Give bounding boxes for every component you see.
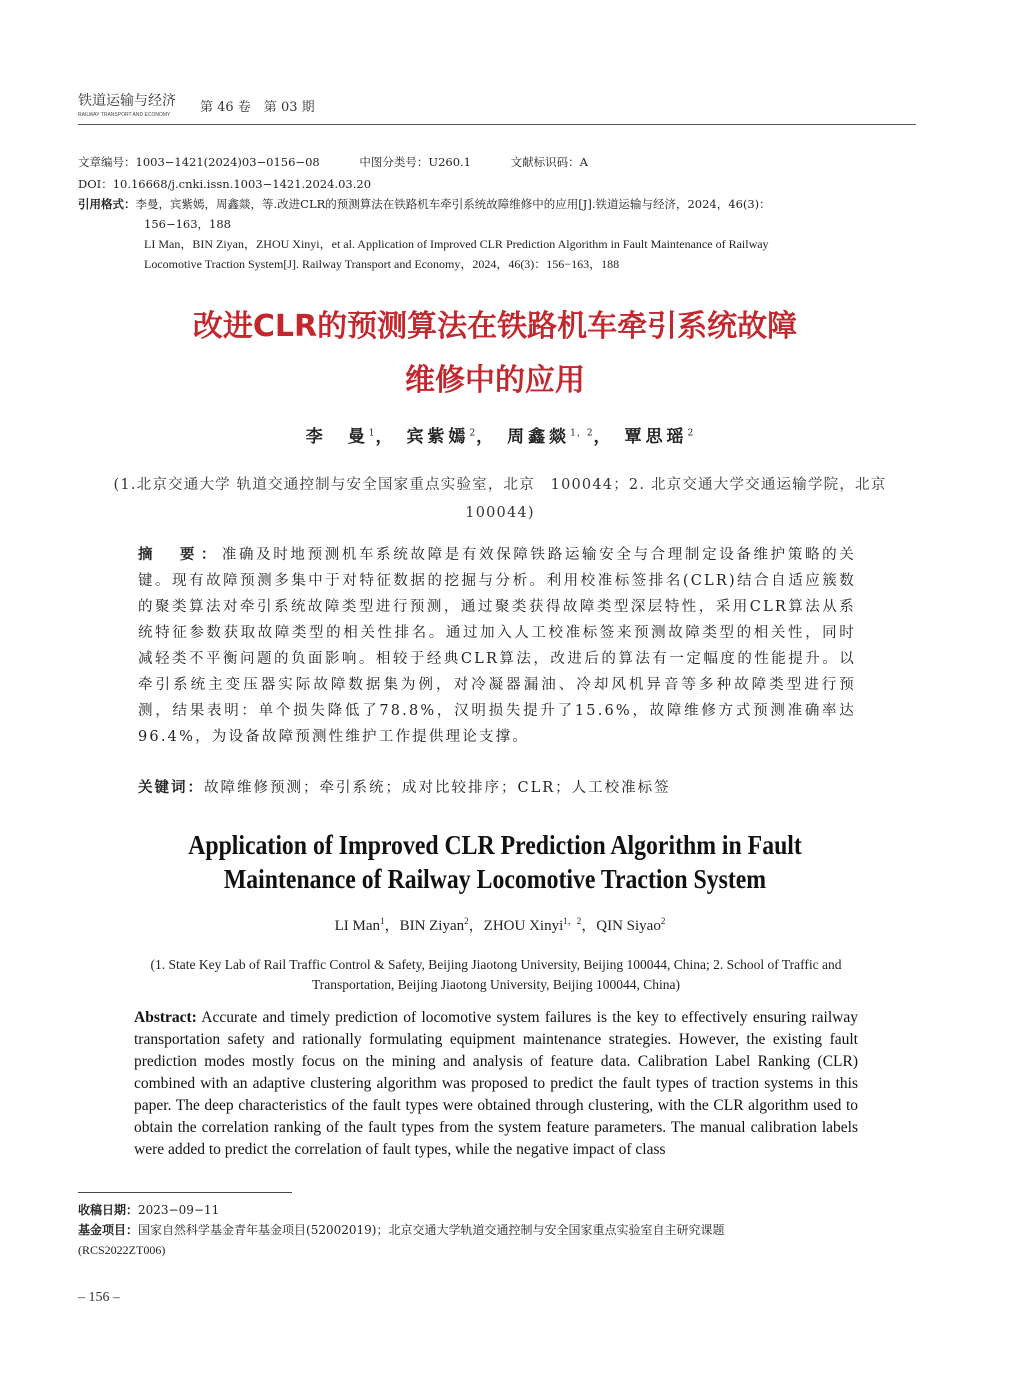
- article-number: 文章编号：1003−1421(2024)03−0156−08: [78, 155, 320, 169]
- author-sep: ，: [581, 918, 597, 934]
- page-number: – 156 –: [78, 1290, 120, 1305]
- title-en-line1: Application of Improved CLR Prediction Algorithm in Fault: [188, 830, 802, 860]
- clc-number: 中图分类号：U260.1: [359, 155, 471, 169]
- author-sep: ，: [476, 427, 498, 447]
- citation-block: [78, 194, 916, 274]
- author-cn-affil: 2: [687, 428, 695, 439]
- author-en-affil: 1，2: [563, 916, 582, 926]
- abstract-en: [134, 1007, 858, 1161]
- doi: DOI：10.16668/j.cnki.issn.1003−1421.2024.03.20: [78, 177, 372, 191]
- abstract-en-label: Abstract:: [134, 1009, 197, 1026]
- abstract-cn-label: 摘 要：: [138, 547, 222, 563]
- received-label: 收稿日期：: [78, 1203, 139, 1217]
- title-cn-line2: 维修中的应用: [405, 363, 585, 398]
- title-cn: [100, 300, 890, 408]
- author-en-affil: 2: [660, 916, 666, 926]
- author-cn-affil: 1，2: [570, 428, 594, 439]
- author-cn: 李 曼: [305, 427, 369, 447]
- author-sep: ，: [375, 427, 397, 447]
- footnote-divider: [78, 1192, 292, 1193]
- author-en: ZHOU Xinyi: [483, 918, 564, 934]
- author-cn-affil: 2: [469, 428, 477, 439]
- author-cn-affil: 1: [368, 428, 376, 439]
- title-en: [156, 828, 834, 896]
- author-cn: 覃思瑶: [624, 427, 688, 447]
- received-date: [78, 1200, 918, 1220]
- volume-issue: 第 46 卷 第 03 期: [200, 100, 315, 115]
- author-en: BIN Ziyan: [399, 918, 465, 934]
- authors-cn: [0, 422, 1000, 447]
- citation-cn: [78, 194, 916, 214]
- author-en-affil: 1: [380, 916, 385, 926]
- affiliation-en: (1. State Key Lab of Rail Traffic Control & Safety, Beijing Jiaotong University, Beijing 100044, China; 2. School of Traffic and Transportation, Beijing Jiaotong University, Beijing 100044, China): [150, 957, 842, 992]
- author-en: QIN Siyao: [596, 918, 661, 934]
- fund-info: [78, 1220, 918, 1240]
- fund-text: 国家自然科学基金青年基金项目(52002019)；北京交通大学轨道交通控制与安全国家重点实验室自主研究课题: [138, 1223, 725, 1237]
- citation-en-line1: LI Man，BIN Ziyan，ZHOU Xinyi，et al. Application of Improved CLR Prediction Algorithm in Fault Maintenance of Railway: [144, 237, 769, 251]
- author-sep: ，: [468, 918, 484, 934]
- document-code: 文献标识码：A: [510, 155, 588, 169]
- citation-en-line2: Locomotive Traction System[J]. Railway Transport and Economy，2024，46(3)：156−163，188: [144, 257, 620, 271]
- keywords-cn: [138, 775, 856, 801]
- author-sep: ，: [593, 427, 615, 447]
- abstract-cn: [138, 542, 856, 750]
- author-cn: 宾紫嫣: [406, 427, 470, 447]
- fund-label: 基金项目：: [78, 1223, 139, 1237]
- title-en-line2: Maintenance of Railway Locomotive Traction System: [223, 864, 767, 894]
- keywords-cn-text: 故障维修预测；牵引系统；成对比较排序；CLR；人工校准标签: [204, 780, 671, 796]
- header-divider: [78, 124, 916, 125]
- author-cn: 周鑫燚: [507, 427, 571, 447]
- fund-code: (RCS2022ZT006): [78, 1243, 166, 1257]
- author-en: LI Man: [334, 918, 381, 934]
- received-value: 2023−09−11: [138, 1203, 220, 1217]
- citation-cn-pages: 156−163，188: [144, 217, 231, 231]
- journal-name: 铁道运输与经济: [78, 93, 176, 109]
- title-cn-line1: 改进CLR的预测算法在铁路机车牵引系统故障: [192, 309, 798, 344]
- author-sep: ，: [384, 918, 400, 934]
- article-meta: [78, 152, 624, 172]
- citation-label: 引用格式：: [78, 197, 136, 211]
- journal-name-en: RAILWAY TRANSPORT AND ECONOMY: [78, 112, 171, 118]
- authors-en: [0, 914, 1000, 935]
- affiliation-cn: (1.北京交通大学 轨道交通控制与安全国家重点实验室，北京 100044；2. 北京交通大学交通运输学院，北京 100044): [113, 477, 903, 521]
- author-en-affil: 2: [464, 916, 469, 926]
- footnote: [78, 1200, 918, 1260]
- citation-cn-text: 李曼，宾紫嫣，周鑫燚，等.改进CLR的预测算法在铁路机车牵引系统故障维修中的应用[J].铁道运输与经济，2024，46(3)：: [135, 197, 771, 211]
- keywords-cn-label: 关键词：: [138, 780, 204, 796]
- abstract-en-text: Accurate and timely prediction of locomotive system failures is the key to effectively ensuring railway transportation safety and rationally formulating equipment maintenance strategies. However, the existing fault prediction modes mostly focus on the mining and analysis of feature data. Calibration Label Ranking (CLR) combined with an adaptive clustering algorithm was proposed to predict the fault types of traction systems in this paper. The deep characteristics of the fault types were obtained through clustering, with the CLR algorithm used to obtain the correlation ranking of the fault types from the system feature parameters. The manual calibration labels were added to predict the correlation of fault types, while the negative impact of class: [134, 1009, 858, 1158]
- abstract-cn-text: 准确及时地预测机车系统故障是有效保障铁路运输安全与合理制定设备维护策略的关键。现有故障预测多集中于对特征数据的挖掘与分析。利用校准标签排名(CLR)结合自适应簇数的聚类算法对牵引系统故障类型进行预测，通过聚类获得故障类型深层特性，采用CLR算法从系统特征参数获取故障类型的相关性排名。通过加入人工校准标签来预测故障类型的相关性，同时减轻类不平衡问题的负面影响。相较于经典CLR算法，改进后的算法有一定幅度的性能提升。以牵引系统主变压器实际故障数据集为例，对冷凝器漏油、冷却风机异音等多种故障类型进行预测，结果表明：单个损失降低了78.8%，汉明损失提升了15.6%，故障维修方式预测准确率达96.4%，为设备故障预测性维护工作提供理论支撑。: [138, 547, 856, 745]
